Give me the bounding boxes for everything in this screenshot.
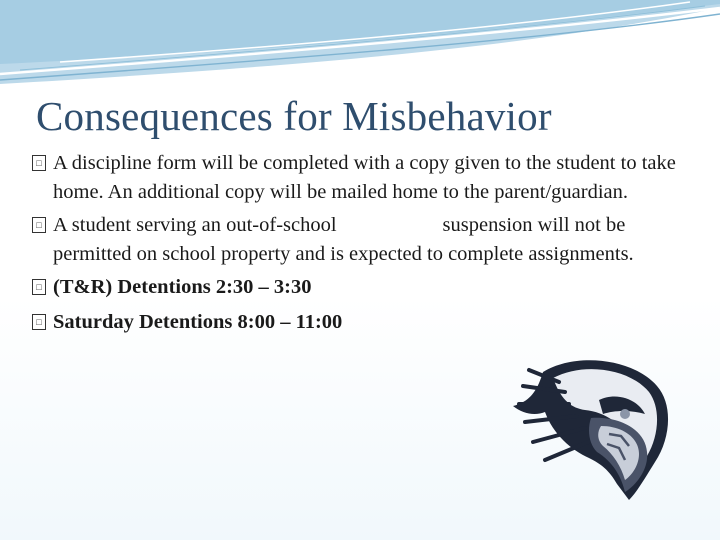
bullet-text-part-2: suspension will not be permitted on school property and is expected to complete assignments.: [53, 214, 634, 265]
header-wave-icon: [0, 0, 720, 90]
bullet-list: [32, 149, 682, 343]
bullet-text: (T&R) Detentions 2:30 – 3:30: [53, 276, 312, 298]
bullet-suspension: [32, 211, 682, 269]
bullet-saturday-detentions: [32, 308, 682, 337]
bullet-text: Saturday Detentions 8:00 – 11:00: [53, 311, 343, 333]
bullet-tr-detentions: [32, 273, 682, 302]
bullet-discipline-form: [32, 149, 682, 207]
bullet-box-icon: □: [32, 279, 46, 295]
slide-title: Consequences for Misbehavior: [36, 93, 552, 139]
bullet-box-icon: □: [32, 314, 46, 330]
bullet-text: A discipline form will be completed with a copy given to the student to take home. An additional copy will be mailed home to the parent/guardian.: [53, 152, 676, 203]
eagle-mascot-icon: [505, 352, 675, 502]
bullet-box-icon: □: [32, 155, 46, 171]
bullet-box-icon: □: [32, 217, 46, 233]
bullet-text-part-1: A student serving an out-of-school: [53, 214, 337, 236]
